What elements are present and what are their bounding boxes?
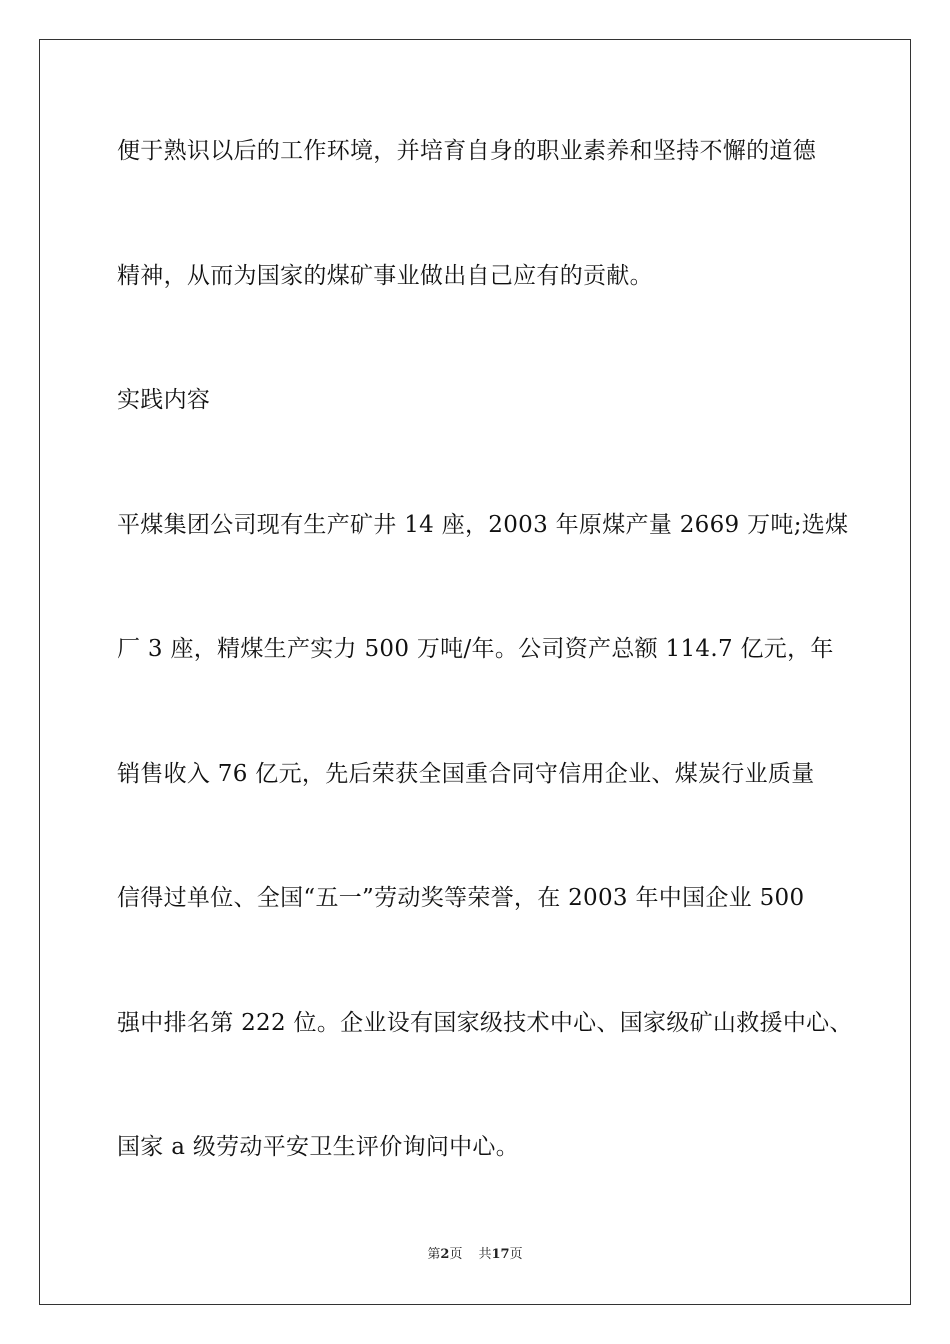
page-border [39,39,911,1305]
body-text-line-3: 平煤集团公司现有生产矿井 14 座，2003 年原煤产量 2669 万吨;选煤 [117,512,849,538]
page-footer [0,1246,950,1264]
body-text-line-5: 销售收入 76 亿元，先后荣获全国重合同守信用企业、煤炭行业质量 [117,761,815,787]
body-text-line-4: 厂 3 座，精煤生产实力 500 万吨/年。公司资产总额 114.7 亿元，年 [117,636,834,662]
total-pages-prefix: 共 [478,1247,492,1262]
page-number-prefix: 第 [427,1247,441,1262]
total-pages: 17 [491,1247,510,1262]
body-text-line-1: 便于熟识以后的工作环境，并培育自身的职业素养和坚持不懈的道德 [117,138,816,164]
page-number-suffix: 页 [449,1247,463,1262]
total-pages-suffix: 页 [509,1247,523,1262]
body-text-line-7: 强中排名第 222 位。企业设有国家级技术中心、国家级矿山救援中心、 [117,1010,853,1036]
body-text-line-8: 国家 a 级劳动平安卫生评价询问中心。 [117,1134,520,1160]
section-heading: 实践内容 [117,387,211,413]
body-text-line-6: 信得过单位、全国“五一”劳动奖等荣誉，在 2003 年中国企业 500 [117,885,805,911]
body-text-line-2: 精神，从而为国家的煤矿事业做出自己应有的贡献。 [117,263,653,289]
page-number: 2 [440,1247,450,1262]
